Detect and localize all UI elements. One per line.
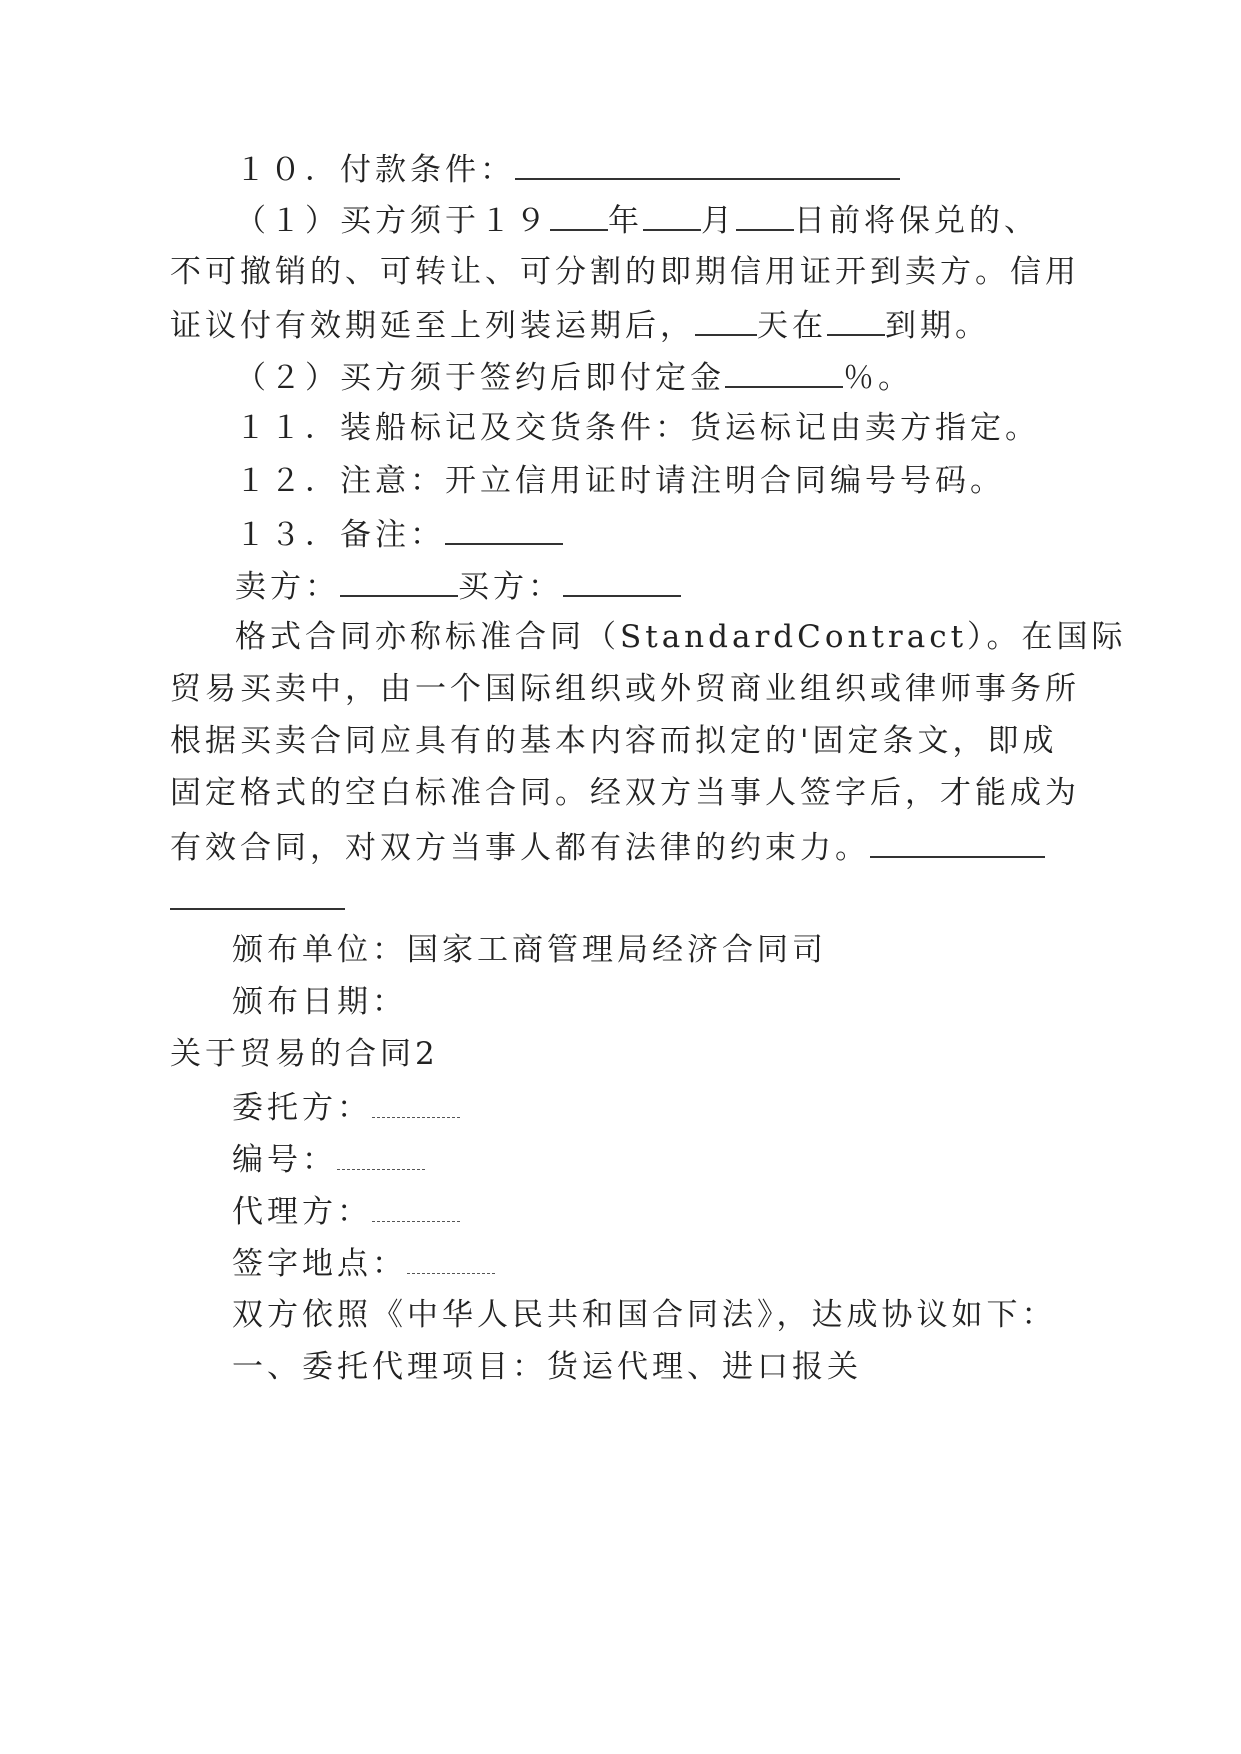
clause-10-1-text-d: 证议付有效期延至上列装运期后， (170, 308, 695, 344)
year-label: 年 (608, 203, 643, 239)
trailing-blank-2 (170, 878, 345, 910)
clause-10 (235, 148, 900, 190)
agent-label: 代理方： (232, 1194, 372, 1230)
remarks-blank (445, 513, 563, 545)
clause-10-2-text: （２）买方须于签约后即付定金 (235, 360, 725, 396)
clause-10-1-line3 (170, 304, 990, 346)
seller-label: 卖方： (235, 569, 340, 605)
days-blank (695, 304, 757, 336)
clause-10-label: １０．付款条件： (235, 152, 515, 188)
clause-13 (235, 513, 563, 555)
trailing-blank-line (170, 878, 345, 920)
clause-11: １１．装船标记及交货条件：货运标记由卖方指定。 (235, 410, 1040, 446)
explanation-line-4: 固定格式的空白标准合同。经双方当事人签字后，才能成为 (170, 775, 1080, 811)
explanation-line-5 (170, 826, 1045, 868)
agent-blank (372, 1191, 460, 1222)
number-label: 编号： (232, 1142, 337, 1178)
clause-10-1-line1 (235, 199, 1039, 241)
trailing-blank (870, 826, 1045, 858)
clause-13-label: １３．备注： (235, 517, 445, 553)
clause-10-1-line2: 不可撤销的、可转让、可分割的即期信用证开到卖方。信用 (170, 254, 1080, 290)
place-blank-2 (407, 1243, 495, 1274)
payment-terms-blank (515, 148, 900, 180)
explanation-line-2: 贸易买卖中，由一个国际组织或外贸商业组织或律师事务所 (170, 671, 1080, 707)
buyer-label: 买方： (458, 569, 563, 605)
contract-2-title: 关于贸易的合同2 (170, 1036, 439, 1072)
principal-blank (372, 1087, 460, 1118)
preamble: 双方依照《中华人民共和国合同法》，达成协议如下： (232, 1297, 1057, 1333)
clause-12: １２．注意：开立信用证时请注明合同编号号码。 (235, 463, 1005, 499)
issuer-date: 颁布日期： (232, 984, 407, 1020)
place-label: 签字地点： (232, 1246, 407, 1282)
place-blank (827, 304, 885, 336)
month-blank (643, 199, 701, 231)
clause-10-2-percent: ％。 (843, 360, 913, 396)
clause-10-1-text-e: 到期。 (885, 308, 990, 344)
days-label: 天在 (757, 308, 827, 344)
clause-10-1-text-b: 日前将保兑的、 (794, 203, 1039, 239)
agent-line (232, 1191, 460, 1232)
day-blank (736, 199, 794, 231)
principal-line (232, 1087, 460, 1128)
explanation-line-1: 格式合同亦称标准合同（StandardContract）。在国际 (235, 619, 1127, 655)
issuer-unit: 颁布单位：国家工商管理局经济合同司 (232, 932, 827, 968)
principal-label: 委托方： (232, 1090, 372, 1126)
place-line (232, 1243, 495, 1284)
year-blank (550, 199, 608, 231)
seller-blank (340, 565, 458, 597)
signature-line (235, 565, 681, 607)
clause-10-1-text: （１）买方须于１９ (235, 203, 550, 239)
buyer-blank (563, 565, 681, 597)
explanation-text-5: 有效合同，对双方当事人都有法律的约束力。 (170, 830, 870, 866)
item-1: 一、委托代理项目：货运代理、进口报关 (232, 1349, 862, 1385)
month-label: 月 (701, 203, 736, 239)
explanation-line-3: 根据买卖合同应具有的基本内容而拟定的'固定条文，即成 (170, 723, 1058, 759)
number-line (232, 1139, 425, 1180)
number-blank (337, 1139, 425, 1170)
clause-10-2 (235, 356, 913, 398)
deposit-blank (725, 356, 843, 388)
